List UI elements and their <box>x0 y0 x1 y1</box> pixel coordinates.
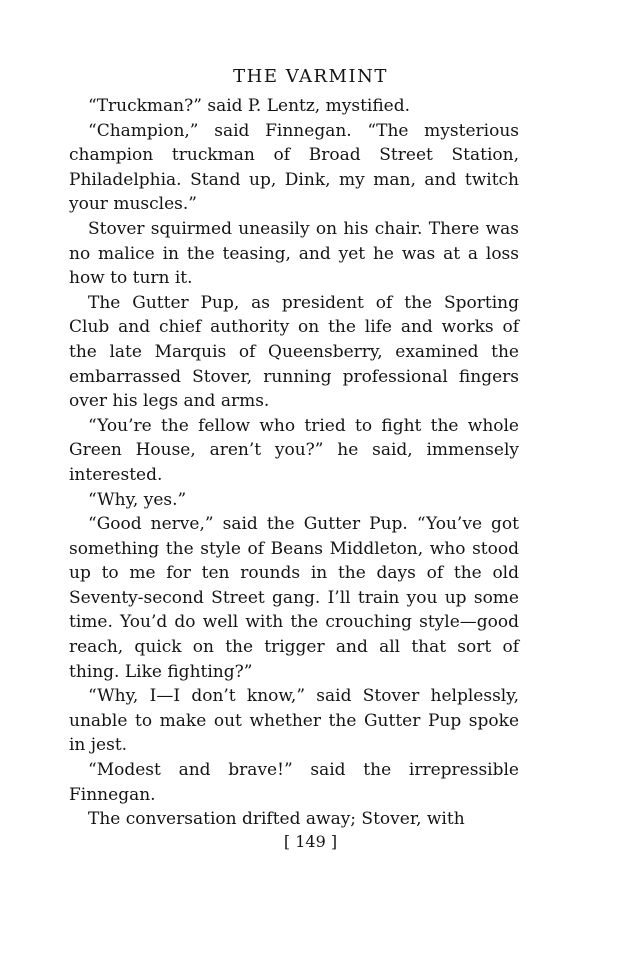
paragraph: “Why, I—I don’t know,” said Stover helplessly, unable to make out whether the Gutter Pup spoke in jest. <box>69 686 519 756</box>
paragraph: “Modest and brave!” said the irrepressible Finnegan. <box>69 760 519 805</box>
paragraph: The conversation drifted away; Stover, with <box>88 809 465 830</box>
paragraph: “You’re the fellow who tried to fight the whole Green House, aren’t you?” he said, immensely interested. <box>69 415 519 485</box>
paragraph: “Champion,” said Finnegan. “The mysterious champion truckman of Broad Street Station, Philadelphia. Stand up, Dink, my man, and twitch your muscles.” <box>69 120 519 215</box>
paragraph: Stover squirmed uneasily on his chair. There was no malice in the teasing, and yet he was at a loss how to turn it. <box>69 218 519 289</box>
paragraph: “Truckman?” said P. Lentz, mystified. <box>88 96 411 116</box>
running-head: THE VARMINT <box>233 66 388 87</box>
paragraph: “Why, yes.” <box>88 489 187 510</box>
paragraph: “Good nerve,” said the Gutter Pup. “You’ve got something the style of Beans Middleton, who stood up to me for ten rounds in the days of the old Seventy-second Street gang. I’ll train you up some time. You’d do well with the crouching style—good reach, quick on the trigger and all that sort of thing. Like fighting?” <box>69 514 519 682</box>
body-text <box>69 94 519 832</box>
paragraph: The Gutter Pup, as president of the Sporting Club and chief authority on the life and works of the late Marquis of Queensberry, examined the embarrassed Stover, running professional fingers over his legs and arms. <box>69 292 519 412</box>
page-number: [ 149 ] <box>283 832 338 851</box>
